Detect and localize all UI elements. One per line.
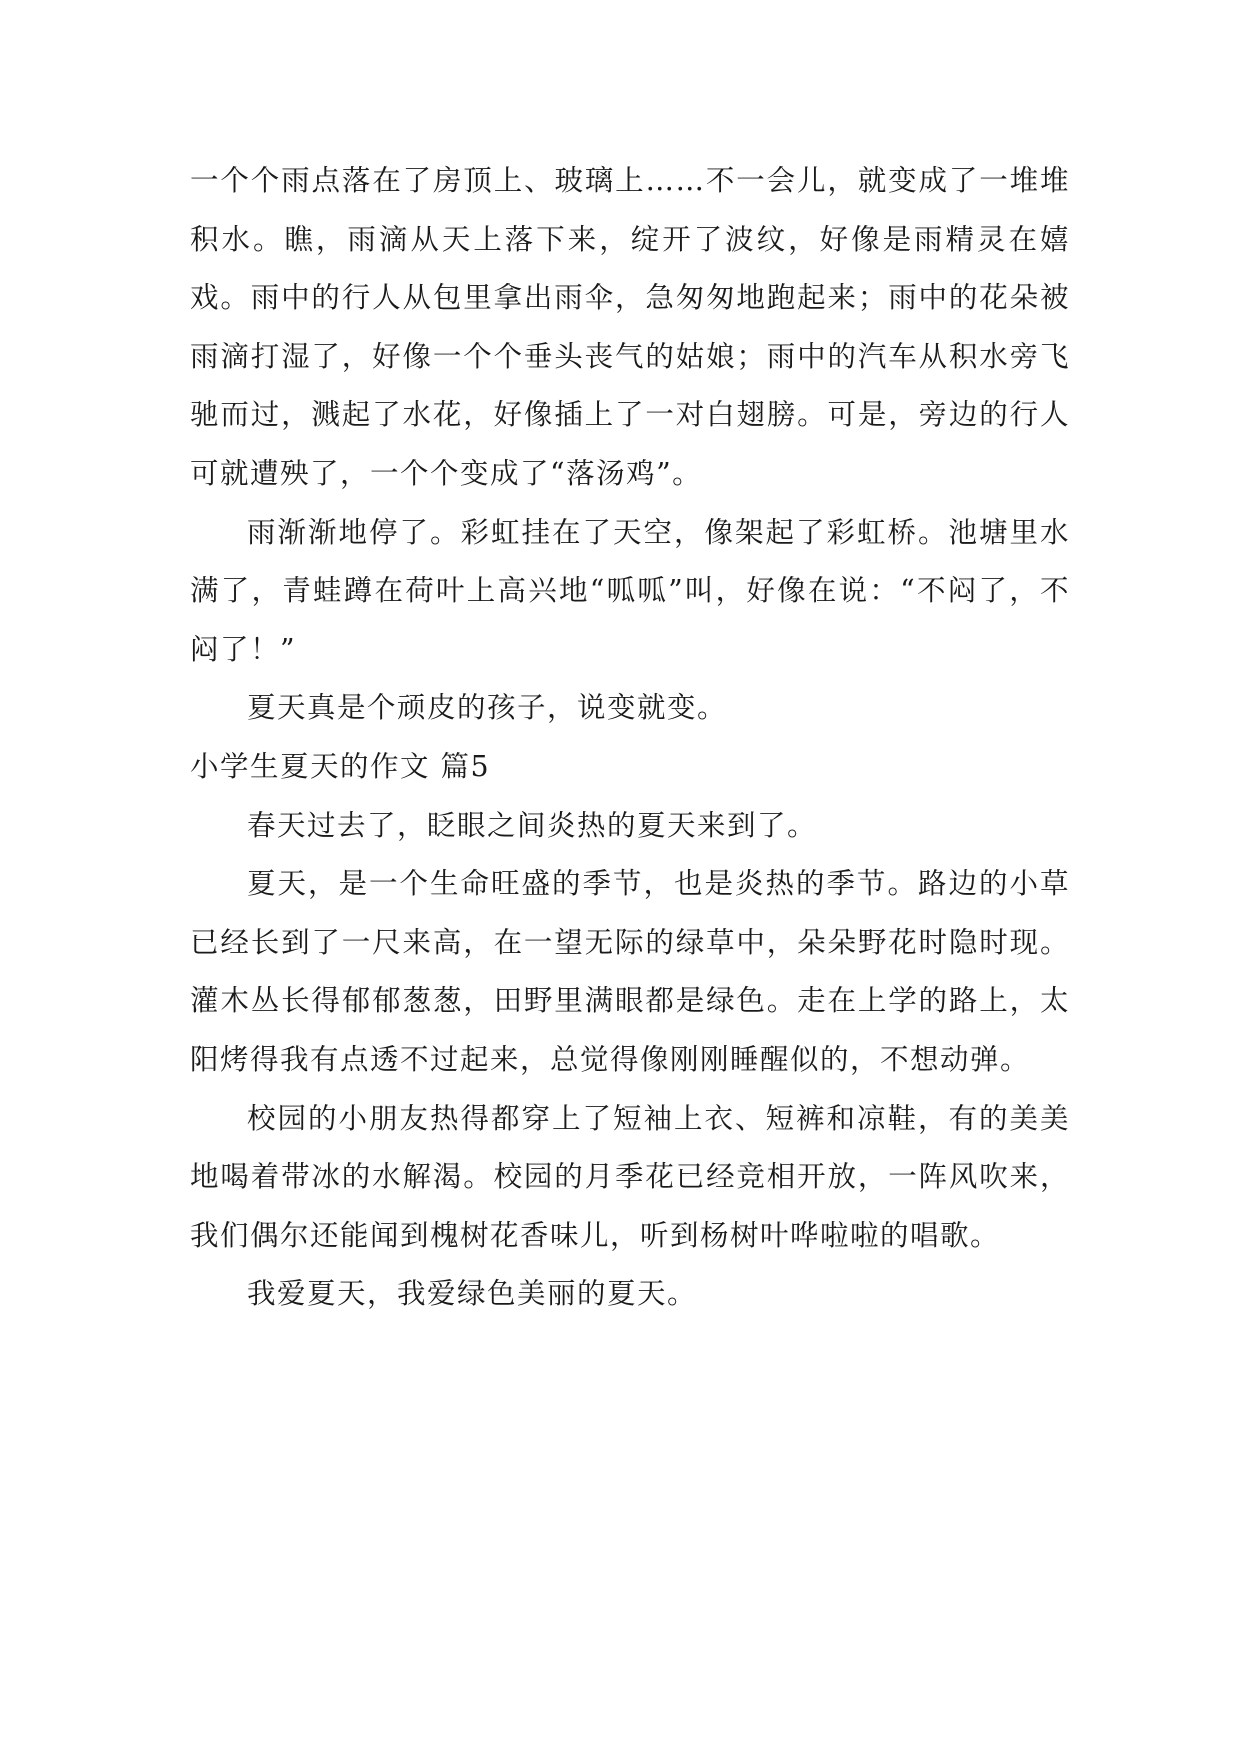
paragraph-summer-season: 夏天，是一个生命旺盛的季节，也是炎热的季节。路边的小草已经长到了一尺来高，在一望无际的绿草中，朵朵野花时隐时现。灌木丛长得郁郁葱葱，田野里满眼都是绿色。走在上学的路上，太阳烤得我有点透不过起来，总觉得像刚刚睡醒似的，不想动弹。 — [190, 867, 1070, 1076]
section-heading: 小学生夏天的作文 篇5 — [190, 749, 491, 783]
paragraph-love-summer: 我爱夏天，我爱绿色美丽的夏天。 — [247, 1277, 698, 1311]
paragraph-rain-stops: 雨渐渐地停了。彩虹挂在了天空，像架起了彩虹桥。池塘里水满了，青蛙蹲在荷叶上高兴地“呱呱”叫，好像在说：“不闷了，不闷了！” — [190, 515, 1070, 666]
paragraph-rain-falling: 一个个雨点落在了房顶上、玻璃上……不一会儿，就变成了一堆堆积水。瞧，雨滴从天上落下来，绽开了波纹，好像是雨精灵在嬉戏。雨中的行人从包里拿出雨伞，急匆匆地跑起来；雨中的花朵被雨滴打湿了，好像一个个垂头丧气的姑娘；雨中的汽车从积水旁飞驰而过，溅起了水花，好像插上了一对白翅膀。可是，旁边的行人可就遭殃了，一个个变成了“落汤鸡”。 — [190, 164, 1070, 490]
document-body — [190, 152, 1070, 1324]
paragraph-school-campus: 校园的小朋友热得都穿上了短袖上衣、短裤和凉鞋，有的美美地喝着带冰的水解渴。校园的月季花已经竞相开放，一阵风吹来，我们偶尔还能闻到槐树花香味儿，听到杨树叶哗啦啦的唱歌。 — [190, 1101, 1070, 1252]
paragraph-spring-passed: 春天过去了，眨眼之间炎热的夏天来到了。 — [247, 808, 818, 842]
paragraph-summer-naughty: 夏天真是个顽皮的孩子，说变就变。 — [247, 691, 728, 725]
